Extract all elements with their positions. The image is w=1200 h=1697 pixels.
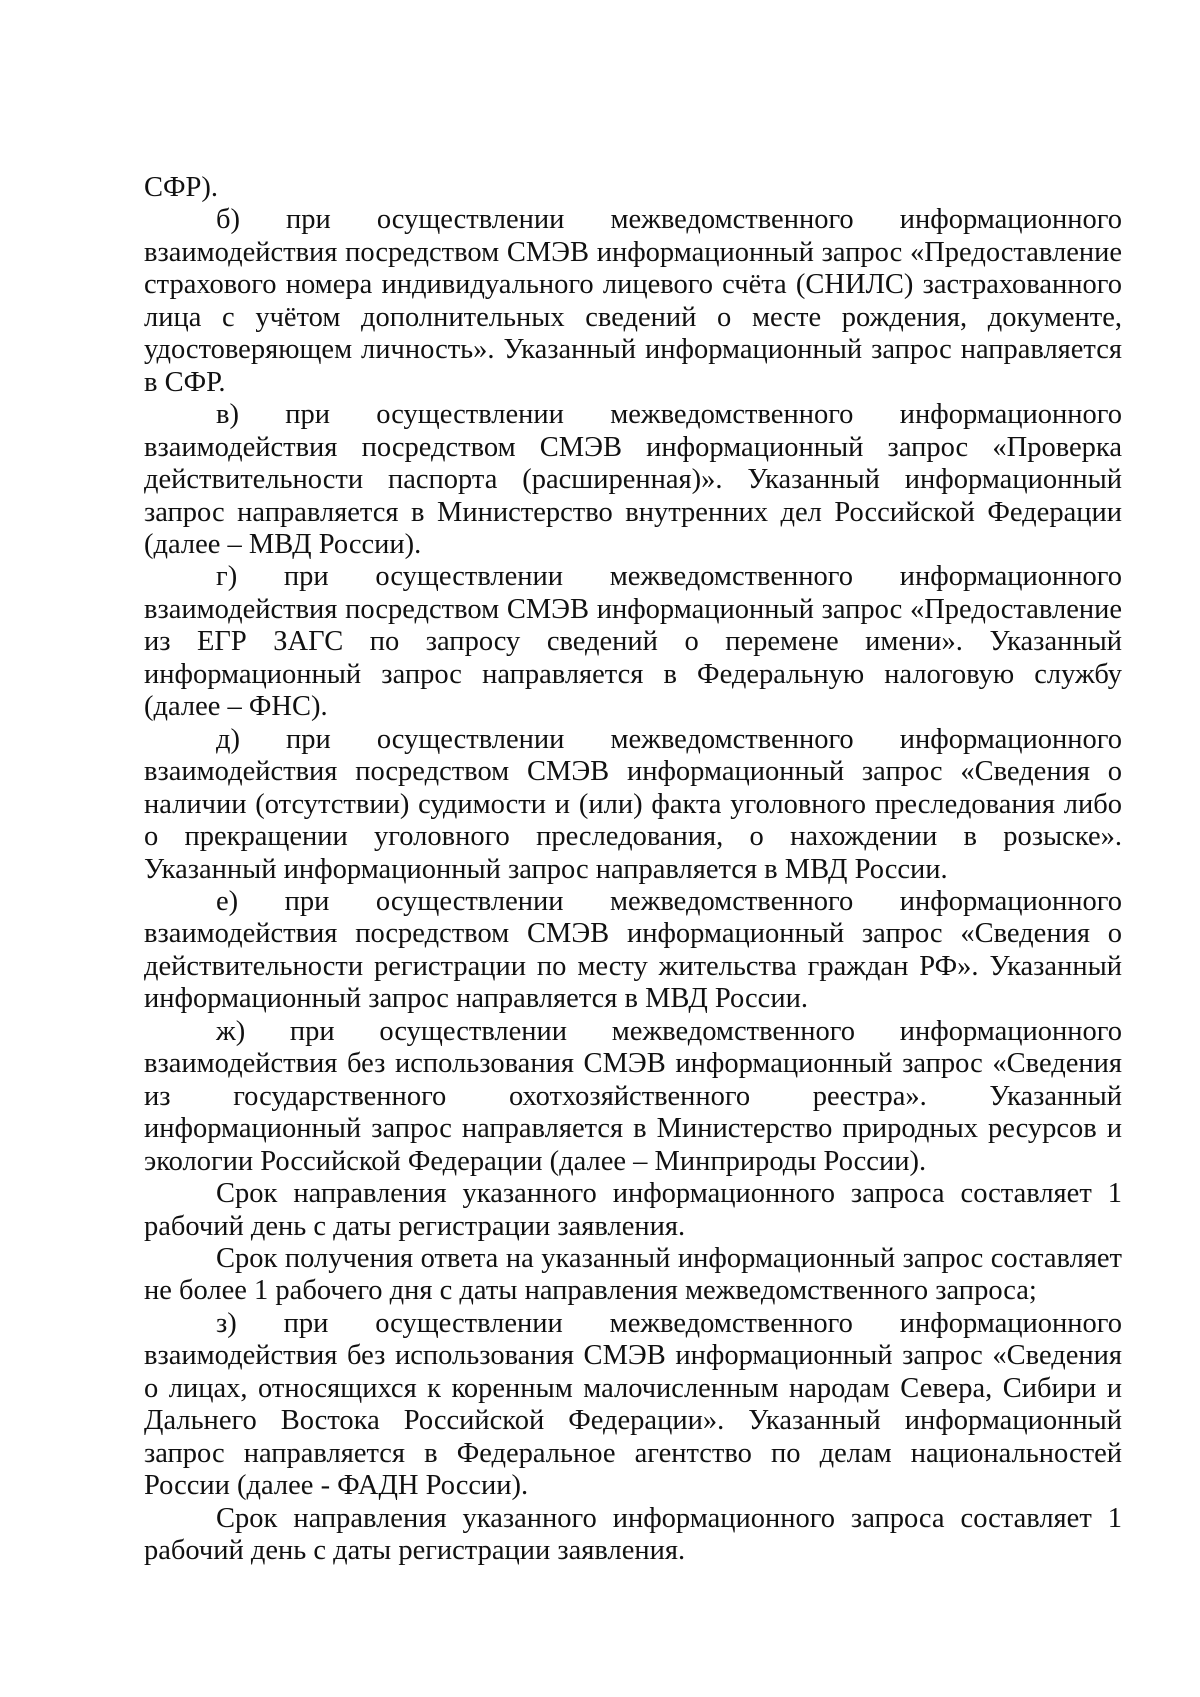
paragraph-deadline-response: Срок получения ответа на указанный информационный запрос составляет не более 1 рабочего дня с даты направления межведомственного запроса;: [144, 1242, 1122, 1307]
paragraph-item-d: д) при осуществлении межведомственного информационного взаимодействия посредством СМЭВ информационный запрос «Сведения о наличии (отсутствии) судимости и (или) факта уголовного преследования либо о прекращении уголовного преследования, о нахождении в розыске». Указанный информационный запрос направляется в МВД России.: [144, 723, 1122, 885]
paragraph-item-v: в) при осуществлении межведомственного информационного взаимодействия посредством СМЭВ информационный запрос «Проверка действительности паспорта (расширенная)». Указанный информационный запрос направляется в Министерство внутренних дел Российской Федерации (далее – МВД России).: [144, 399, 1122, 560]
paragraph-item-g: г) при осуществлении межведомственного информационного взаимодействия посредством СМЭВ информационный запрос «Предоставление из ЕГР ЗАГС по запросу сведений о перемене имени». Указанный информационный запрос направляется в Федеральную налоговую службу (далее – ФНС).: [144, 561, 1122, 723]
paragraph-deadline-send: Срок направления указанного информационного запроса составляет 1 рабочий день с даты регистрации заявления.: [144, 1178, 1122, 1242]
paragraph-item-b: б) при осуществлении межведомственного информационного взаимодействия посредством СМЭВ информационный запрос «Предоставление страхового номера индивидуального лицевого счёта (СНИЛС) застрахованного лица с учётом дополнительных сведений о месте рождения, документе, удостоверяющем личность». Указанный информационный запрос направляется в СФР.: [144, 204, 1122, 398]
paragraph-deadline-send-2: Срок направления указанного информационного запроса составляет 1 рабочий день с даты регистрации заявления.: [144, 1502, 1122, 1567]
paragraph-item-e: е) при осуществлении межведомственного информационного взаимодействия посредством СМЭВ информационный запрос «Сведения о действительности регистрации по месту жительства граждан РФ». Указанный информационный запрос направляется в МВД России.: [144, 885, 1122, 1015]
paragraph-item-z: з) при осуществлении межведомственного информационного взаимодействия без использования СМЭВ информационный запрос «Сведения о лицах, относящихся к коренным малочисленным народам Севера, Сибири и Дальнего Востока Российской Федерации». Указанный информационный запрос направляется в Федеральное агентство по делам национальностей России (далее - ФАДН России).: [144, 1307, 1122, 1502]
document-page: [144, 172, 1122, 1567]
paragraph-item-zh: ж) при осуществлении межведомственного информационного взаимодействия без использования СМЭВ информационный запрос «Сведения из государственного охотхозяйственного реестра». Указанный информационный запрос направляется в Министерство природных ресурсов и экологии Российской Федерации (далее – Минприроды России).: [144, 1015, 1122, 1177]
paragraph-continuation: СФР).: [144, 172, 218, 203]
